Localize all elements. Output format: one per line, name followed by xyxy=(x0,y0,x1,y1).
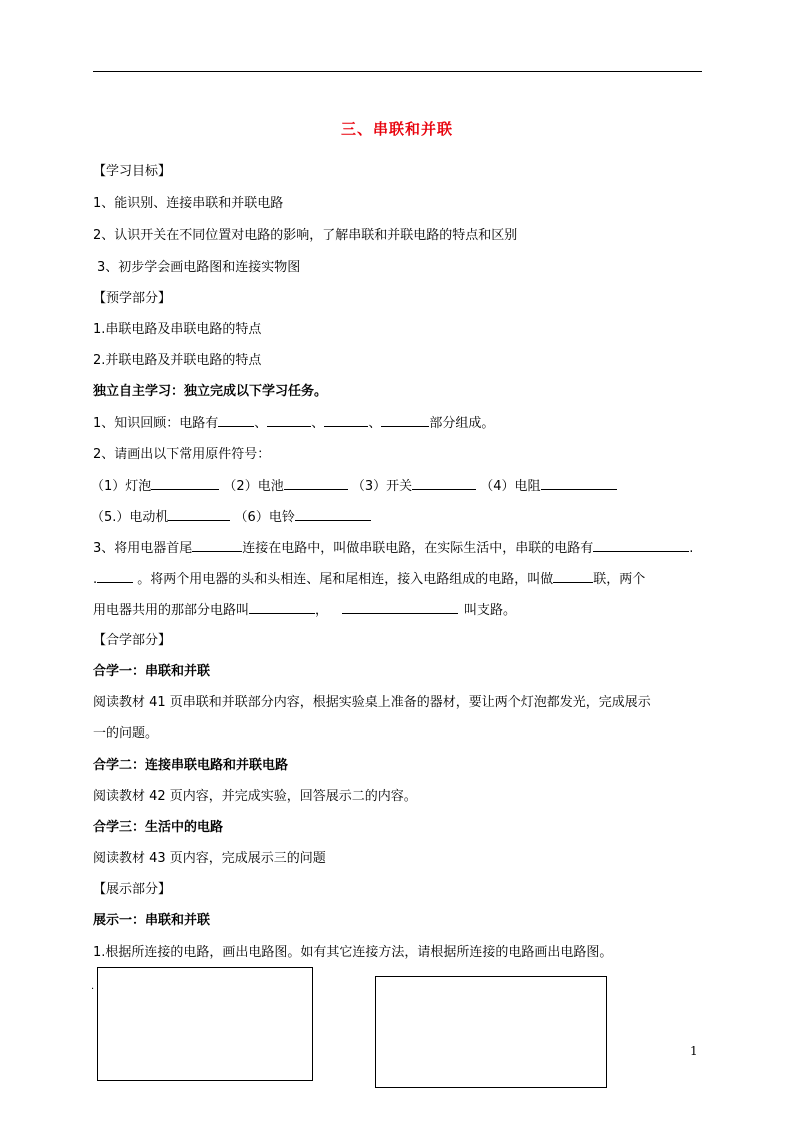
header-rule xyxy=(93,71,702,72)
symbol-resistor-blank[interactable] xyxy=(541,477,617,490)
symbol-motor-blank[interactable] xyxy=(168,508,230,521)
symbol-switch-blank[interactable] xyxy=(412,477,476,490)
symbol-lamp-label: （1）灯泡 xyxy=(91,479,152,494)
q3-blank-6[interactable] xyxy=(342,601,458,614)
q3-d: 联，两个 xyxy=(593,572,646,587)
drawing-box-right[interactable] xyxy=(375,976,607,1088)
symbol-bell-label: （6）电铃 xyxy=(234,510,295,525)
preview-header: 【预学部分】 xyxy=(93,291,172,306)
question-3-line-1 xyxy=(93,539,693,558)
q3-blank-2[interactable] xyxy=(593,539,689,552)
symbol-resistor-label: （4）电阻 xyxy=(480,479,541,494)
coop-2-text: 阅读教材 42 页内容，并完成实验，回答展示二的内容。 xyxy=(93,789,417,804)
question-3-line-3 xyxy=(93,601,516,620)
q3-e: 用电器共用的那部分电路叫 xyxy=(93,603,250,618)
coop-1-title: 合学一：串联和并联 xyxy=(93,664,211,679)
page-number: 1 xyxy=(690,1044,698,1058)
symbol-switch-label: （3）开关 xyxy=(351,479,413,494)
q3-c: 。将两个用电器的头和头相连、尾和尾相连，接入电路组成的电路，叫做 xyxy=(137,572,554,587)
coop-3-title: 合学三：生活中的电路 xyxy=(93,820,224,835)
goal-1: 1、能识别、连接串联和并联电路 xyxy=(93,196,284,211)
show-1-question-1: 1.根据所连接的电路，画出电路图。如有其它连接方法，请根据所连接的电路画出电路图。 xyxy=(93,945,613,960)
show-1-title: 展示一：串联和并联 xyxy=(93,913,211,928)
q3-blank-5[interactable] xyxy=(249,601,315,614)
q1-suffix: 部分组成。 xyxy=(429,416,495,431)
q1-sep-2: 、 xyxy=(311,416,325,431)
q3-blank-4[interactable] xyxy=(553,570,593,583)
q3-f: ， xyxy=(315,603,329,618)
show-header: 【展示部分】 xyxy=(93,882,172,897)
q3-dot-2: . xyxy=(93,572,98,587)
page-title: 三、串联和并联 xyxy=(340,120,453,138)
symbol-motor-label: （5.）电动机 xyxy=(91,510,169,525)
q1-prefix: 1、知识回顾：电路有 xyxy=(93,416,219,431)
question-1 xyxy=(93,414,494,433)
q1-blank-1[interactable] xyxy=(218,414,254,427)
goals-header: 【学习目标】 xyxy=(93,164,172,179)
q3-g: 叫支路。 xyxy=(464,603,517,618)
q1-sep-1: 、 xyxy=(254,416,268,431)
q3-blank-1[interactable] xyxy=(192,539,242,552)
goal-3: 3、初步学会画电路图和连接实物图 xyxy=(97,260,301,275)
symbol-row-1 xyxy=(91,477,617,496)
symbol-lamp-blank[interactable] xyxy=(151,477,219,490)
q1-blank-3[interactable] xyxy=(324,414,368,427)
drawing-box-left[interactable] xyxy=(97,967,313,1081)
q1-blank-2[interactable] xyxy=(267,414,311,427)
symbol-battery-blank[interactable] xyxy=(284,477,348,490)
q3-dot: . xyxy=(689,541,694,556)
q3-blank-3[interactable] xyxy=(97,570,133,583)
self-study-title: 独立自主学习：独立完成以下学习任务。 xyxy=(93,384,328,399)
preview-1: 1.串联电路及串联电路的特点 xyxy=(93,322,262,337)
q1-blank-4[interactable] xyxy=(381,414,429,427)
goal-2: 2、认识开关在不同位置对电路的影响，了解串联和并联电路的特点和区别 xyxy=(93,228,518,243)
symbol-battery-label: （2）电池 xyxy=(223,479,284,494)
stray-dot: · xyxy=(91,984,95,995)
question-3-line-2 xyxy=(93,570,645,589)
symbol-bell-blank[interactable] xyxy=(295,508,371,521)
coop-3-text: 阅读教材 43 页内容，完成展示三的问题 xyxy=(93,851,326,866)
q3-a: 3、将用电器首尾 xyxy=(93,541,193,556)
q3-b: 连接在电路中，叫做串联电路，在实际生活中，串联的电路有 xyxy=(242,541,594,556)
coop-1-text-1: 阅读教材 41 页串联和并联部分内容，根据实验桌上准备的器材，要让两个灯泡都发光，完成展示 xyxy=(93,695,651,710)
q1-sep-3: 、 xyxy=(368,416,382,431)
symbol-row-2 xyxy=(91,508,371,527)
coop-2-title: 合学二：连接串联电路和并联电路 xyxy=(93,758,289,773)
preview-2: 2.并联电路及并联电路的特点 xyxy=(93,353,262,368)
coop-header: 【合学部分】 xyxy=(93,633,172,648)
question-2: 2、请画出以下常用原件符号： xyxy=(93,447,271,462)
coop-1-text-2: 一的问题。 xyxy=(93,726,159,741)
